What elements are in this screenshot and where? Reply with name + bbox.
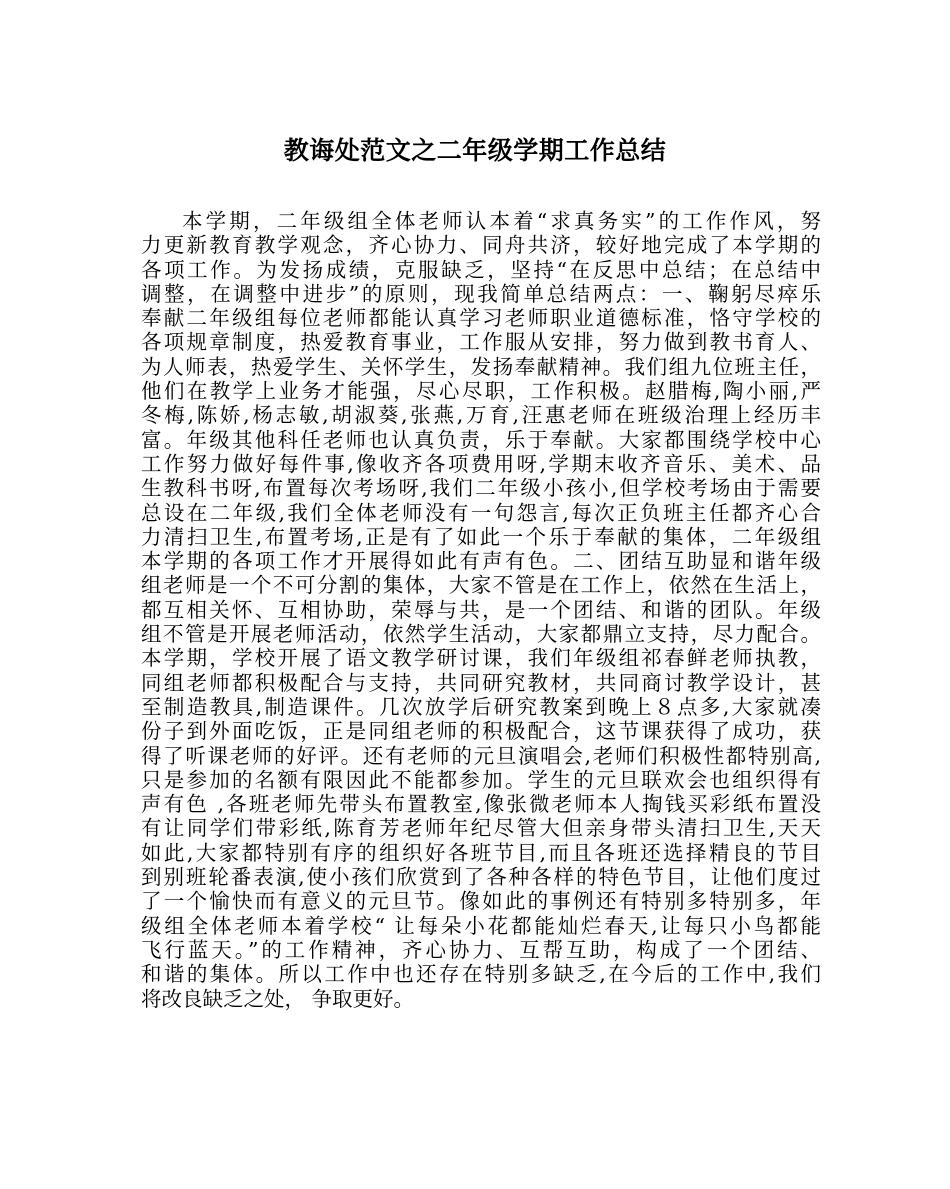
document-body <box>141 209 821 1011</box>
body-text-line: 为人师表，热爱学生、关怀学生，发扬奉献精神。我们组九位班主任， <box>141 354 821 379</box>
body-text-line: 总设在二年级,我们全体老师没有一句怨言,每次正负班主任都齐心合 <box>141 500 821 525</box>
body-text-line: 组不管是开展老师活动，依然学生活动，大家都鼎立支持，尽力配合。 <box>141 622 821 647</box>
body-text-line: 如此,大家都特别有序的组织好各班节目,而且各班还选择精良的节目 <box>141 840 821 865</box>
body-text-line: 工作努力做好每件事,像收齐各项费用呀,学期末收齐音乐、美术、品 <box>141 451 821 476</box>
body-text-line: 同组老师都积极配合与支持，共同研究教材，共同商讨教学设计，甚 <box>141 670 821 695</box>
body-text-line: 本学期的各项工作才开展得如此有声有色。二、团结互助显和谐年级 <box>141 549 821 574</box>
body-text-line: 各项工作。为发扬成绩，克服缺乏，坚持“在反思中总结；在总结中 <box>141 257 821 282</box>
body-text-line: 奉献二年级组每位老师都能认真学习老师职业道德标准，恪守学校的 <box>141 306 821 331</box>
body-text-line: 至制造教具,制造课件。几次放学后研究教案到晚上８点多,大家就凑 <box>141 694 821 719</box>
body-text-line: 他们在教学上业务才能强，尽心尽职，工作积极。赵腊梅,陶小丽,严 <box>141 379 821 404</box>
body-text-line: 只是参加的名额有限因此不能都参加。学生的元旦联欢会也组织得有 <box>141 767 821 792</box>
body-text-line: 声有色 ,各班老师先带头布置教室,像张微老师本人掏钱买彩纸布置没 <box>141 792 821 817</box>
body-text-line: 级组全体老师本着学校“ 让每朵小花都能灿烂春天,让每只小鸟都能 <box>141 913 821 938</box>
body-text-line: 力清扫卫生,布置考场,正是有了如此一个乐于奉献的集体，二年级组 <box>141 524 821 549</box>
body-text-line: 了一个愉快而有意义的元旦节。像如此的事例还有特别多特别多，年 <box>141 889 821 914</box>
body-text-line: 到别班轮番表演,使小孩们欣赏到了各种各样的特色节目，让他们度过 <box>141 865 821 890</box>
body-text-line: 调整，在调整中进步”的原则，现我简单总结两点：一、鞠躬尽瘁乐 <box>141 281 821 306</box>
body-text-line: 份子到外面吃饭，正是同组老师的积极配合，这节课获得了成功，获 <box>141 719 821 744</box>
body-text-line: 各项规章制度，热爱教育事业，工作服从安排，努力做到教书育人、 <box>141 330 821 355</box>
body-text-line: 和谐的集体。所以工作中也还存在特别多缺乏,在今后的工作中,我们 <box>141 962 821 987</box>
body-text-line: 有让同学们带彩纸,陈育芳老师年纪尽管大但亲身带头清扫卫生,天天 <box>141 816 821 841</box>
body-text-line: 将改良缺乏之处， 争取更好。 <box>141 986 415 1011</box>
body-text-line: 组老师是一个不可分割的集体，大家不管是在工作上，依然在生活上， <box>141 573 821 598</box>
body-text-line: 力更新教育教学观念，齐心协力、同舟共济，较好地完成了本学期的 <box>141 233 821 258</box>
body-text-line: 生教科书呀,布置每次考场呀,我们二年级小孩小,但学校考场由于需要 <box>141 476 821 501</box>
document-title: 教诲处范文之二年级学期工作总结 <box>283 136 667 165</box>
body-text-line: 都互相关怀、互相协助，荣辱与共，是一个团结、和谐的团队。年级 <box>141 597 821 622</box>
body-text-line: 飞行蓝天。”的工作精神，齐心协力、互帮互助，构成了一个团结、 <box>141 937 821 962</box>
body-text-line: 本学期，二年级组全体老师认本着“求真务实”的工作作风，努 <box>182 209 821 233</box>
body-text-line: 富。年级其他科任老师也认真负责，乐于奉献。大家都围绕学校中心 <box>141 427 821 452</box>
body-text-line: 得了听课老师的好评。还有老师的元旦演唱会,老师们积极性都特别高, <box>141 743 821 768</box>
body-text-line: 本学期，学校开展了语文教学研讨课，我们年级组祁春鲜老师执教， <box>141 646 821 671</box>
body-text-line: 冬梅,陈娇,杨志敏,胡淑葵,张燕,万育,汪惠老师在班级治理上经历丰 <box>141 403 821 428</box>
